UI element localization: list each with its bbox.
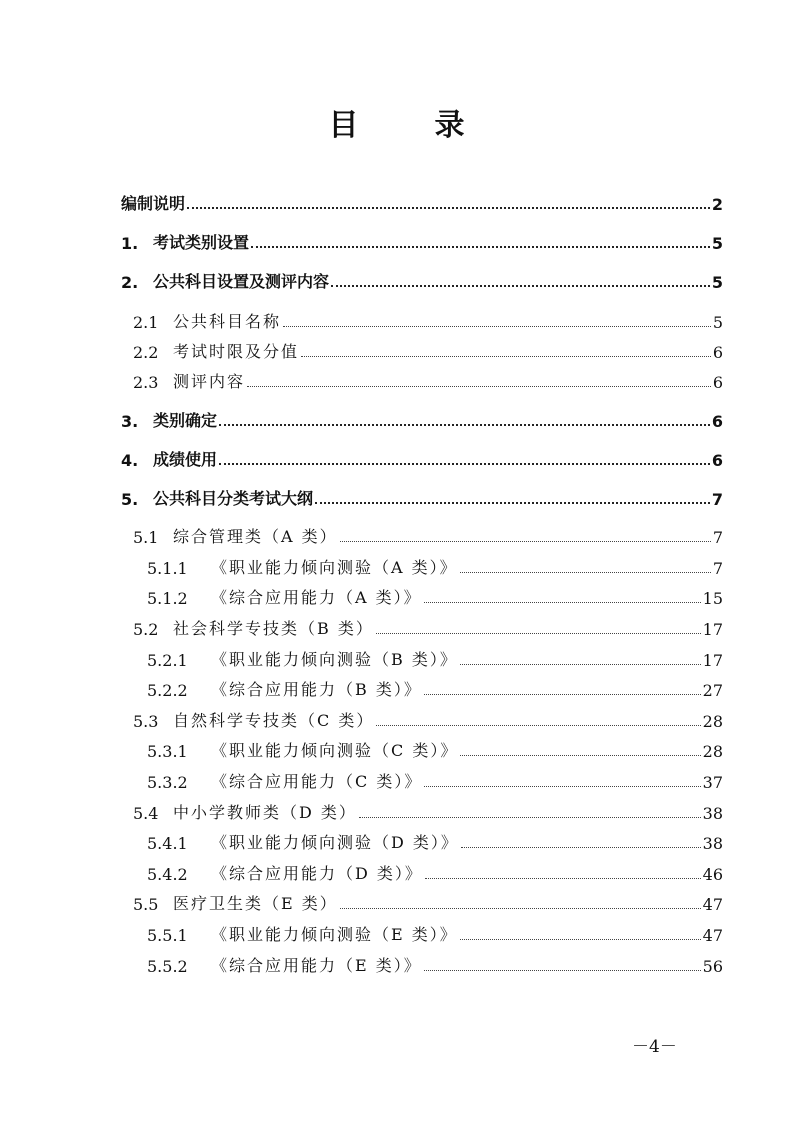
toc-entry-page: 6 xyxy=(712,343,723,362)
toc-entry-title: 测评内容 xyxy=(173,372,246,391)
toc-entry[interactable] xyxy=(121,766,723,792)
toc-entry-title: 《职业能力倾向测验（D 类）》 xyxy=(211,833,459,852)
toc-entry-page: 7 xyxy=(712,528,723,547)
toc-entry-page: 28 xyxy=(702,742,723,761)
page-number: －4－ xyxy=(632,1037,677,1057)
toc-entry-page: 38 xyxy=(702,834,723,853)
toc-entry-page: 5 xyxy=(711,273,723,292)
toc-entry-page: 7 xyxy=(712,559,723,578)
toc-entry-number: 2. xyxy=(121,273,139,292)
title-char-2: 录 xyxy=(434,108,465,143)
dot-leader xyxy=(460,939,701,940)
dot-leader xyxy=(187,207,710,209)
toc-entry[interactable] xyxy=(121,444,723,470)
toc-entry-title: 综合管理类（A 类） xyxy=(173,527,338,546)
dot-leader xyxy=(460,755,700,756)
dot-leader xyxy=(376,633,701,634)
toc-entry-title: 《综合应用能力（C 类）》 xyxy=(211,772,423,791)
toc-entry-number: 5. xyxy=(121,490,139,509)
toc-entry-page: 47 xyxy=(702,926,723,945)
toc-entry-title: 类别确定 xyxy=(153,411,218,430)
toc-entry-title: 社会科学专技类（B 类） xyxy=(173,619,374,638)
toc-entry-title: 《职业能力倾向测验（B 类）》 xyxy=(211,650,458,669)
toc-entry[interactable] xyxy=(121,405,723,431)
toc-entry-page: 5 xyxy=(712,313,723,332)
page-title xyxy=(0,100,793,144)
toc-entry-title: 《职业能力倾向测验（A 类）》 xyxy=(211,558,458,577)
toc-entry[interactable] xyxy=(121,582,723,608)
toc-entry-title: 《综合应用能力（B 类）》 xyxy=(211,680,422,699)
toc-entry-title: 成绩使用 xyxy=(153,450,218,469)
toc-entry[interactable] xyxy=(121,613,723,639)
dot-leader xyxy=(460,664,701,665)
toc-entry-page: 2 xyxy=(711,195,723,214)
toc-entry-number: 1. xyxy=(121,234,139,253)
toc-entry-number: 5.1.2 xyxy=(147,589,188,608)
toc-entry[interactable] xyxy=(121,797,723,823)
toc-entry-page: 46 xyxy=(702,865,723,884)
toc-entry[interactable] xyxy=(121,827,723,853)
title-char-1: 目 xyxy=(328,108,359,143)
dot-leader xyxy=(424,970,701,971)
toc-entry-page: 15 xyxy=(702,589,723,608)
toc-entry-page: 47 xyxy=(702,895,723,914)
toc-entry-page: 17 xyxy=(702,651,723,670)
toc-entry-number: 2.1 xyxy=(133,313,159,332)
toc-entry-title: 公共科目设置及测评内容 xyxy=(153,272,330,291)
dot-leader xyxy=(460,572,711,573)
toc-entry-title: 自然科学专技类（C 类） xyxy=(173,711,375,730)
toc-entry-number: 5.3.2 xyxy=(147,773,188,792)
toc-entry-page: 38 xyxy=(702,804,723,823)
dot-leader xyxy=(424,602,701,603)
toc-entry[interactable] xyxy=(121,705,723,731)
dot-leader xyxy=(251,246,710,248)
toc-entry-page: 17 xyxy=(702,620,723,639)
toc-entry-number: 5.2 xyxy=(133,620,159,639)
toc-entry-page: 27 xyxy=(702,681,723,700)
toc-entry-number: 5.4.2 xyxy=(147,865,188,884)
toc-entry-number: 5.2.1 xyxy=(147,651,188,670)
toc-entry-title: 中小学教师类（D 类） xyxy=(173,803,357,822)
toc-entry-title: 考试时限及分值 xyxy=(173,342,300,361)
dot-leader xyxy=(424,694,701,695)
toc-entry-number: 5.1 xyxy=(133,528,159,547)
toc-entry-number: 4. xyxy=(121,451,139,470)
toc-entry[interactable] xyxy=(121,674,723,700)
toc-entry-title: 《综合应用能力（A 类）》 xyxy=(211,588,422,607)
toc-entry-number: 3. xyxy=(121,412,139,431)
dot-leader xyxy=(424,786,700,787)
toc-entry[interactable] xyxy=(121,188,723,214)
toc-entry[interactable] xyxy=(121,552,723,578)
dot-leader xyxy=(340,541,711,542)
dot-leader xyxy=(283,326,711,327)
toc-entry-title: 医疗卫生类（E 类） xyxy=(173,894,338,913)
dot-leader xyxy=(376,725,700,726)
toc-entry[interactable] xyxy=(121,644,723,670)
toc-entry[interactable] xyxy=(121,919,723,945)
toc-entry-page: 56 xyxy=(702,957,723,976)
toc-entry[interactable] xyxy=(121,336,723,362)
toc-entry-page: 6 xyxy=(711,412,723,431)
toc-entry-title: 《职业能力倾向测验（E 类）》 xyxy=(211,925,458,944)
toc-entry[interactable] xyxy=(121,950,723,976)
toc-entry-number: 5.3 xyxy=(133,712,159,731)
toc-entry-number: 5.2.2 xyxy=(147,681,188,700)
dot-leader xyxy=(315,502,710,504)
dot-leader xyxy=(340,908,701,909)
toc-entry[interactable] xyxy=(121,858,723,884)
toc-entry-page: 37 xyxy=(702,773,723,792)
toc-entry-title: 《综合应用能力（D 类）》 xyxy=(211,864,423,883)
toc-entry[interactable] xyxy=(121,521,723,547)
toc-entry-number: 5.1.1 xyxy=(147,559,188,578)
dot-leader xyxy=(461,847,701,848)
toc-entry-page: 5 xyxy=(711,234,723,253)
dot-leader xyxy=(331,285,710,287)
toc-entry-title: 考试类别设置 xyxy=(153,233,250,252)
toc-entry-number: 5.4 xyxy=(133,804,159,823)
dot-leader xyxy=(219,463,710,465)
toc-entry[interactable] xyxy=(121,266,723,292)
toc-entry[interactable] xyxy=(121,483,723,509)
toc-entry-title: 编制说明 xyxy=(121,194,186,213)
toc-entry[interactable] xyxy=(121,366,723,392)
toc-entry[interactable] xyxy=(121,888,723,914)
dot-leader xyxy=(219,424,710,426)
toc-entry-page: 28 xyxy=(702,712,723,731)
dot-leader xyxy=(359,817,701,818)
toc-entry-number: 2.2 xyxy=(133,343,159,362)
toc-entry-page: 6 xyxy=(711,451,723,470)
toc-entry-number: 5.3.1 xyxy=(147,742,188,761)
toc-entry-number: 5.5.1 xyxy=(147,926,188,945)
toc-entry-title: 公共科目名称 xyxy=(173,312,282,331)
dot-leader xyxy=(425,878,701,879)
dot-leader xyxy=(301,356,711,357)
toc-entry-number: 5.5.2 xyxy=(147,957,188,976)
dot-leader xyxy=(247,386,711,387)
toc-entry[interactable] xyxy=(121,735,723,761)
toc-entry-number: 2.3 xyxy=(133,373,159,392)
toc-entry-number: 5.5 xyxy=(133,895,159,914)
toc-entry[interactable] xyxy=(121,306,723,332)
toc-entry-title: 《职业能力倾向测验（C 类）》 xyxy=(211,741,459,760)
toc-entry-page: 7 xyxy=(711,490,723,509)
toc-entry-title: 公共科目分类考试大纲 xyxy=(153,489,314,508)
toc-entry-number: 5.4.1 xyxy=(147,834,188,853)
toc-entry[interactable] xyxy=(121,227,723,253)
toc-entry-title: 《综合应用能力（E 类）》 xyxy=(211,956,422,975)
toc-entry-page: 6 xyxy=(712,373,723,392)
